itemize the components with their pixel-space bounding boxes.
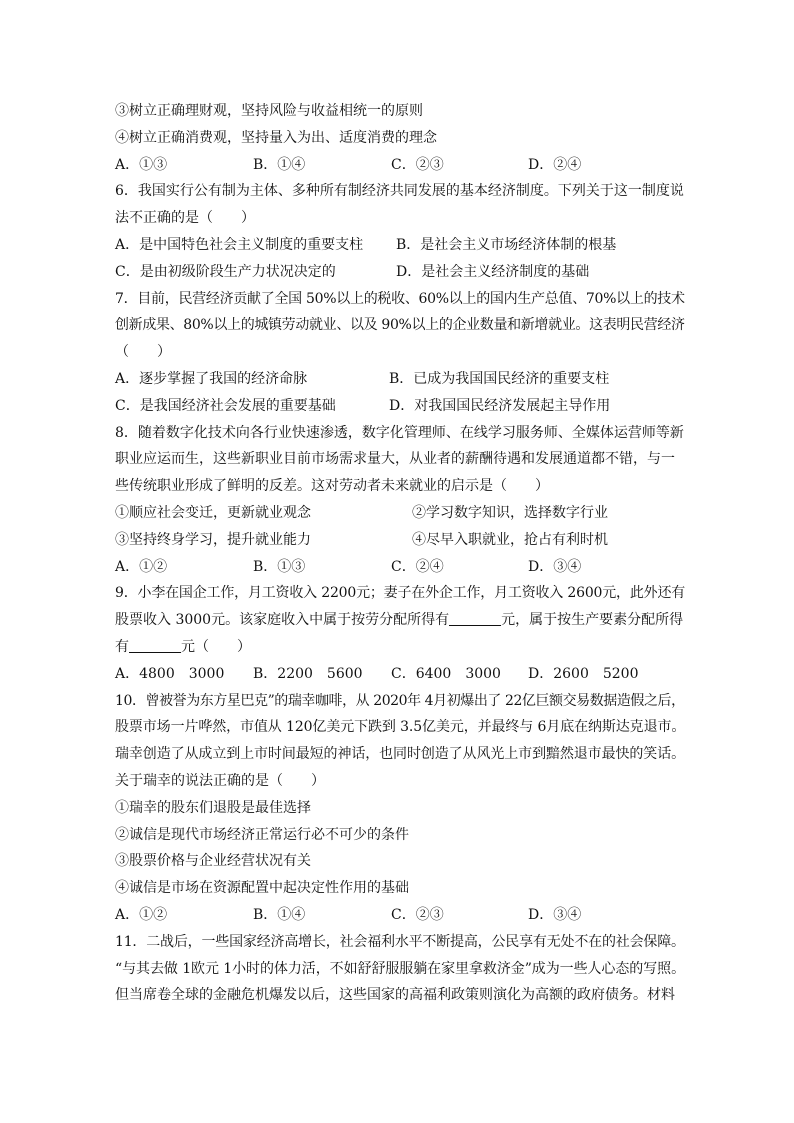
option-d: D．③④ <box>528 558 582 575</box>
text-line: 创新成果、80%以上的城镇劳动就业、以及 90%以上的企业数量和新增就业。这表明民营经济 <box>115 317 685 334</box>
option-d: D．2600 5200 <box>528 665 639 682</box>
text-line: 但当席卷全球的金融危机爆发以后，这些国家的高福利政策则演化为高额的政府债务。材料 <box>115 987 675 1004</box>
options-row <box>115 366 685 393</box>
option-b: B．已成为我国国民经济的重要支柱 <box>389 370 610 387</box>
statement-4: ④诚信是市场在资源配置中起决定性作用的基础 <box>115 880 409 897</box>
option-a: A．①② <box>115 558 168 575</box>
text-line: 些传统职业形成了鲜明的反差。这对劳动者未来就业的启示是（ ） <box>115 478 549 495</box>
statements-row <box>115 500 685 527</box>
text-fragment: 有 <box>115 638 129 655</box>
question-9: 9．小李在国企工作，月工资收入 2200元；妻子在外企工作，月工资收入 2600元，此外还有 <box>115 585 686 602</box>
statement-2: ②学习数字知识，选择数字行业 <box>412 504 608 521</box>
options-row <box>115 232 685 259</box>
question-7: 7．目前，民营经济贡献了全国 50%以上的税收、60%以上的国内生产总值、70%以上的技术 <box>115 290 685 307</box>
text-line: ④树立正确消费观，坚持量入为出、适度消费的理念 <box>115 129 437 146</box>
text-line: “与其去做 1欧元 1小时的体力活，不如舒舒服服躺在家里拿救济金”成为一些人心态的写照。 <box>115 960 686 977</box>
options-row <box>115 393 685 420</box>
option-b: B．是社会主义市场经济体制的根基 <box>396 236 617 253</box>
statement-2: ②诚信是现代市场经济正常运行必不可少的条件 <box>115 826 409 843</box>
statement-1: ①瑞幸的股东们退股是最佳选择 <box>115 799 311 816</box>
option-d: D．是社会主义经济制度的基础 <box>396 263 590 280</box>
option-d: D．对我国国民经济发展起主导作用 <box>389 397 611 414</box>
option-b: B．①④ <box>253 156 306 173</box>
text-fragment: 元，属于按生产要素分配所得 <box>501 612 684 629</box>
option-c: C．6400 3000 <box>391 665 501 682</box>
option-b: B．①④ <box>253 906 306 923</box>
option-a: A．①③ <box>115 156 168 173</box>
text-line: 股票市场一片哗然，市值从 120亿美元下跌到 3.5亿美元，并最终与 6月底在纳斯达克退市。 <box>115 719 686 736</box>
text-line <box>115 634 685 661</box>
question-6: 6．我国实行公有制为主体、多种所有制经济共同发展的基本经济制度。下列关于这一制度说 <box>115 183 684 200</box>
option-a: A．逐步掌握了我国的经济命脉 <box>115 370 308 387</box>
statement-3: ③股票价格与企业经营状况有关 <box>115 853 311 870</box>
options-row <box>115 259 685 286</box>
option-a: A．4800 3000 <box>115 665 225 682</box>
option-d: D．③④ <box>528 906 582 923</box>
option-c: C．②③ <box>391 156 444 173</box>
options-row <box>115 902 685 929</box>
option-a: A．①② <box>115 906 168 923</box>
document-page <box>115 98 685 1009</box>
statements-row <box>115 527 685 554</box>
option-d: D．②④ <box>528 156 582 173</box>
question-11: 11．二战后，一些国家经济高增长，社会福利水平不断提高，公民享有无处不在的社会保障。 <box>115 933 685 950</box>
text-line: 瑞幸创造了从成立到上市时间最短的神话，也同时创造了从风光上市到黯然退市最快的笑话。 <box>115 746 685 763</box>
text-fragment: 股票收入 3000元。该家庭收入中属于按劳分配所得有 <box>115 612 450 629</box>
options-row <box>115 661 685 688</box>
text-line <box>115 607 685 634</box>
text-line: ③树立正确理财观，坚持风险与收益相统一的原则 <box>115 103 423 119</box>
statement-3: ③坚持终身学习，提升就业能力 <box>115 531 311 548</box>
text-fragment: 元（ ） <box>181 638 251 655</box>
text-line: 关于瑞幸的说法正确的是（ ） <box>115 772 325 789</box>
text-line: 职业应运而生，这些新职业目前市场需求量大，从业者的薪酬待遇和发展通道都不错，与一 <box>115 451 675 468</box>
answer-blank <box>449 611 501 626</box>
options-row <box>115 554 685 581</box>
statement-4: ④尽早入职就业，抢占有利时机 <box>412 531 608 548</box>
question-10: 10．曾被誉为东方星巴克”的瑞幸咖啡，从 2020年 4月初爆出了 22亿巨额交易数据造假之后， <box>115 692 685 709</box>
statement-1: ①顺应社会变迁，更新就业观念 <box>115 504 311 521</box>
text-line: （ ） <box>115 344 171 361</box>
option-c: C．②④ <box>391 558 444 575</box>
answer-blank <box>129 638 181 653</box>
question-8: 8．随着数字化技术向各行业快速渗透，数字化管理师、在线学习服务师、全媒体运营师等新 <box>115 424 684 441</box>
option-c: C．②③ <box>391 906 444 923</box>
option-b: B．①③ <box>253 558 306 575</box>
option-c: C．是由初级阶段生产力状况决定的 <box>115 263 336 280</box>
option-c: C．是我国经济社会发展的重要基础 <box>115 397 336 414</box>
option-b: B．2200 5600 <box>253 665 363 682</box>
options-row <box>115 152 685 179</box>
option-a: A．是中国特色社会主义制度的重要支柱 <box>115 236 364 253</box>
text-line: 法不正确的是（ ） <box>115 210 255 227</box>
